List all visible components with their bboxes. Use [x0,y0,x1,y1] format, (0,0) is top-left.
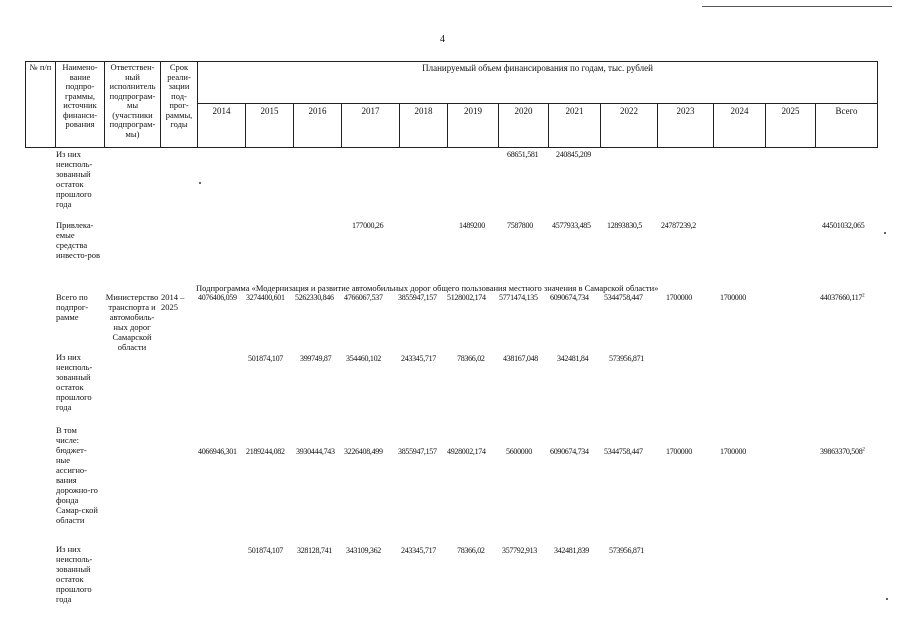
year-total: Всего [816,104,878,148]
table-cell: 78366,02 [457,354,485,363]
table-cell: 573956,871 [609,354,645,363]
table-cell: 342481,84 [557,354,589,363]
header-planned: Планируемый объем финансирования по годам, тыс. рублей [198,62,878,104]
header-executor: Ответствен-ный исполнитель подпрограм-мы (участники подпрограм-мы) [105,62,161,148]
table-cell: 3855947,157 [398,293,437,302]
table-cell: 44037660,117$^2$ [820,293,865,302]
row-label: В том числе: бюджет-ные ассигно-вания дорожно-го фонда Самар-ской области [56,425,98,525]
table-cell: 5128002,174 [447,293,486,302]
year-2014: 2014 [198,104,246,148]
table-cell: 5344758,447 [604,293,643,302]
table-cell: 501874,107 [248,354,284,363]
year-2020: 2020 [499,104,549,148]
table-cell: 3930444,743 [296,447,335,456]
table-cell: 1700000 [666,447,692,456]
table-cell: 501874,107 [248,546,284,555]
table-cell: 342481,839 [554,546,590,555]
table-cell: 5262330,846 [295,293,334,302]
subprogram-title: Подпрограмма «Модернизация и развитие автомобильных дорог общего пользования местного значения в Самарской области» [196,283,659,293]
year-2021: 2021 [549,104,601,148]
table-cell: 4577933,485 [552,221,591,230]
table-cell: 2189244,082 [246,447,285,456]
table-cell: 1700000 [720,447,746,456]
table-cell: 240845,209 [556,150,592,159]
table-cell: 243345,717 [401,546,437,555]
table-cell: 3226408,499 [344,447,383,456]
table-cell: 343109,362 [346,546,382,555]
scan-speck [886,598,888,600]
table-cell: 438167,048 [503,354,539,363]
year-2019: 2019 [448,104,499,148]
scan-speck [199,182,201,184]
table-cell: 3855947,157 [398,447,437,456]
row-label: Всего по подпрог-рамме [56,292,89,322]
table-cell: 4076406,059 [198,293,237,302]
header-term: Срок реали-зации под-прог-раммы, годы [161,62,198,148]
row-label: Из них неисполь-зованный остаток прошлого года [56,544,93,604]
table-cell: 4928002,174 [447,447,486,456]
table-cell: 573956,871 [609,546,645,555]
header-num: № п/п [26,62,56,148]
table-cell: 177000,26 [352,221,384,230]
year-2018: 2018 [400,104,448,148]
row-label: Из них неисполь-зованный остаток прошлого года [56,149,93,209]
year-2023: 2023 [658,104,714,148]
row-label: Привлека-емые средства инвесто-ров [56,220,101,260]
term: 2014 – 2025 [161,292,185,312]
table-cell: 39863370,508$^2$ [820,447,865,456]
table-cell: 3274400,601 [246,293,285,302]
table-cell: 68651,581 [507,150,539,159]
table-cell: 399749,87 [300,354,332,363]
page-number: 4 [440,34,445,45]
table-cell: 5344758,447 [604,447,643,456]
table-cell: 328128,741 [297,546,333,555]
table-cell: 354460,102 [346,354,382,363]
table-cell: 4766067,537 [344,293,383,302]
table-cell: 1700000 [720,293,746,302]
table-cell: 1700000 [666,293,692,302]
year-2022: 2022 [601,104,658,148]
table-cell: 78366,02 [457,546,485,555]
year-2017: 2017 [342,104,400,148]
table-cell: 357792,913 [502,546,538,555]
table-cell: 24787239,2 [661,221,697,230]
table-cell: 12893830,5 [607,221,643,230]
year-2016: 2016 [294,104,342,148]
table-cell: 5771474,135 [499,293,538,302]
table-cell: 44501032,065 [822,221,865,230]
year-2025: 2025 [766,104,816,148]
table-cell: 1489200 [459,221,485,230]
table-cell: 6090674,734 [550,293,589,302]
row-label: Из них неисполь-зованный остаток прошлого года [56,352,93,412]
year-2015: 2015 [246,104,294,148]
executor: Министерство транспорта и автомобиль-ных дорог Самарской области [105,292,159,352]
scan-speck [884,232,886,234]
table-cell: 4066946,301 [198,447,237,456]
year-2024: 2024 [714,104,766,148]
table-cell: 6090674,734 [550,447,589,456]
table-cell: 243345,717 [401,354,437,363]
table-cell: 5600000 [506,447,532,456]
table-cell: 7587800 [507,221,533,230]
header-name: Наимено-вание подпро-граммы, источник финанси-рования [56,62,105,148]
